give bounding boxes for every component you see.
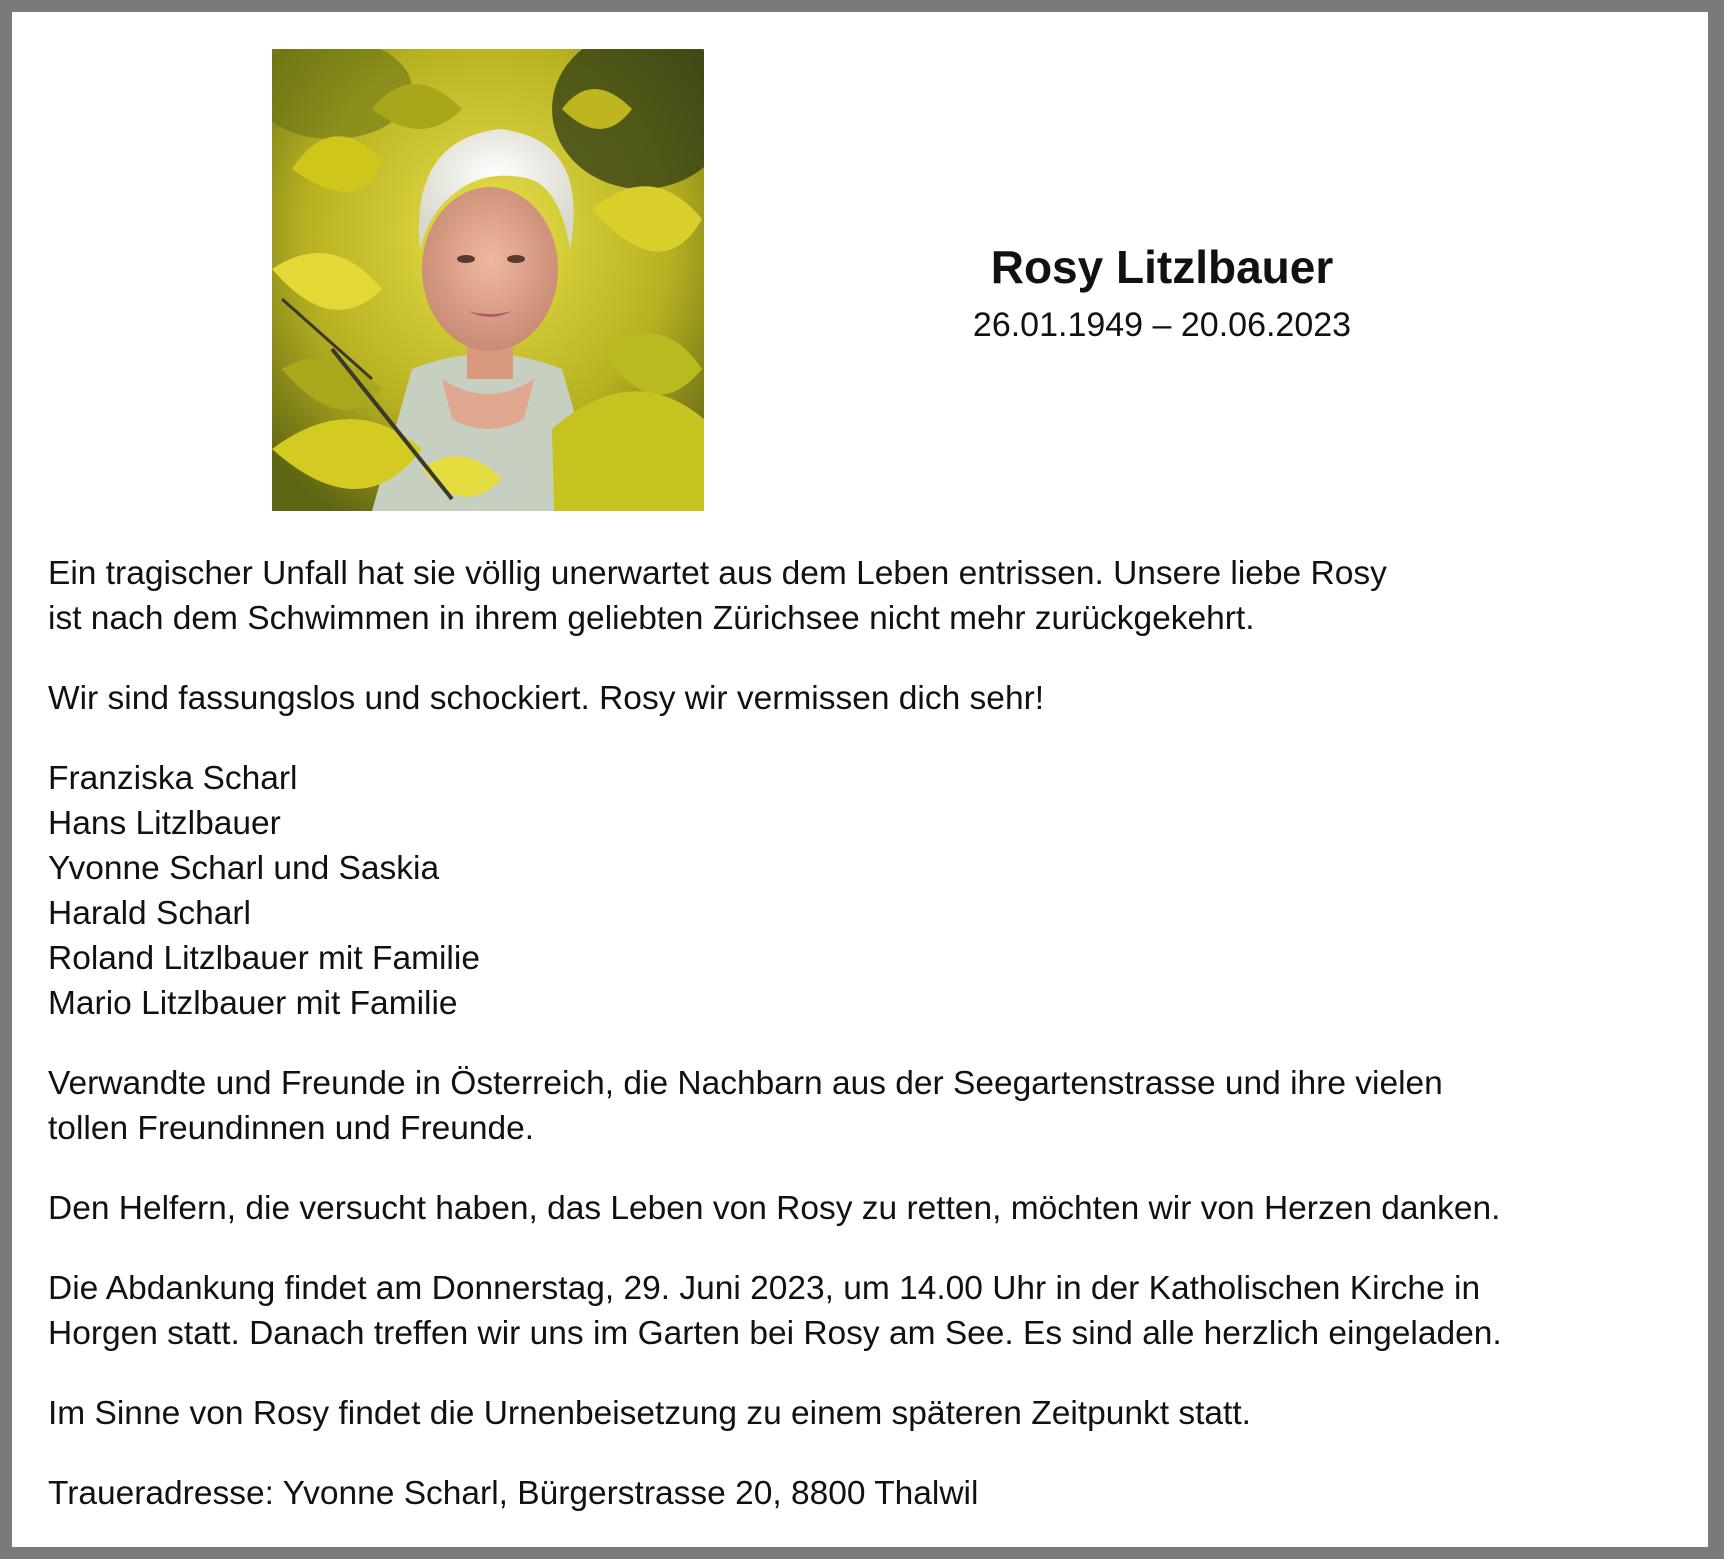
mourner-item: Mario Litzlbauer mit Familie xyxy=(48,985,458,1022)
intro-line-2: ist nach dem Schwimmen in ihrem geliebten Zürichsee nicht mehr zurückgekehrt. xyxy=(48,600,1255,637)
intro-line-1: Ein tragischer Unfall hat sie völlig unerwartet aus dem Leben entrissen. Unsere liebe Rosy xyxy=(48,555,1387,592)
missing-paragraph: Wir sind fassungslos und schockiert. Rosy wir vermissen dich sehr! xyxy=(48,680,1045,717)
mourner-item: Hans Litzlbauer xyxy=(48,805,281,842)
mourner-item: Roland Litzlbauer mit Familie xyxy=(48,940,480,977)
intro-paragraph xyxy=(48,551,1698,641)
relatives-line-1: Verwandte und Freunde in Österreich, die Nachbarn aus der Seegartenstrasse und ihre vielen xyxy=(48,1065,1443,1102)
mourner-item: Harald Scharl xyxy=(48,895,251,932)
service-paragraph xyxy=(48,1266,1698,1356)
address-paragraph: Traueradresse: Yvonne Scharl, Bürgerstrasse 20, 8800 Thalwil xyxy=(48,1475,979,1512)
service-line-1: Die Abdankung findet am Donnerstag, 29. Juni 2023, um 14.00 Uhr in der Katholischen Kirche in xyxy=(48,1270,1481,1307)
portrait-photo xyxy=(272,49,704,511)
portrait-image xyxy=(272,49,704,511)
obituary-card xyxy=(12,12,1708,1547)
obituary-body xyxy=(48,551,1698,1551)
thanks-paragraph: Den Helfern, die versucht haben, das Leben von Rosy zu retten, möchten wir von Herzen danken. xyxy=(48,1190,1501,1227)
mourner-item: Franziska Scharl xyxy=(48,760,298,797)
mourners-list xyxy=(48,756,1698,1026)
urn-paragraph: Im Sinne von Rosy findet die Urnenbeisetzung zu einem späteren Zeitpunkt statt. xyxy=(48,1395,1251,1432)
deceased-name: Rosy Litzlbauer xyxy=(990,241,1334,293)
relatives-line-2: tollen Freundinnen und Freunde. xyxy=(48,1110,535,1147)
mourner-item: Yvonne Scharl und Saskia xyxy=(48,850,440,887)
life-dates: 26.01.1949 – 20.06.2023 xyxy=(972,306,1352,344)
service-line-2: Horgen statt. Danach treffen wir uns im Garten bei Rosy am See. Es sind alle herzlich eingeladen. xyxy=(48,1315,1502,1352)
relatives-paragraph xyxy=(48,1061,1698,1151)
